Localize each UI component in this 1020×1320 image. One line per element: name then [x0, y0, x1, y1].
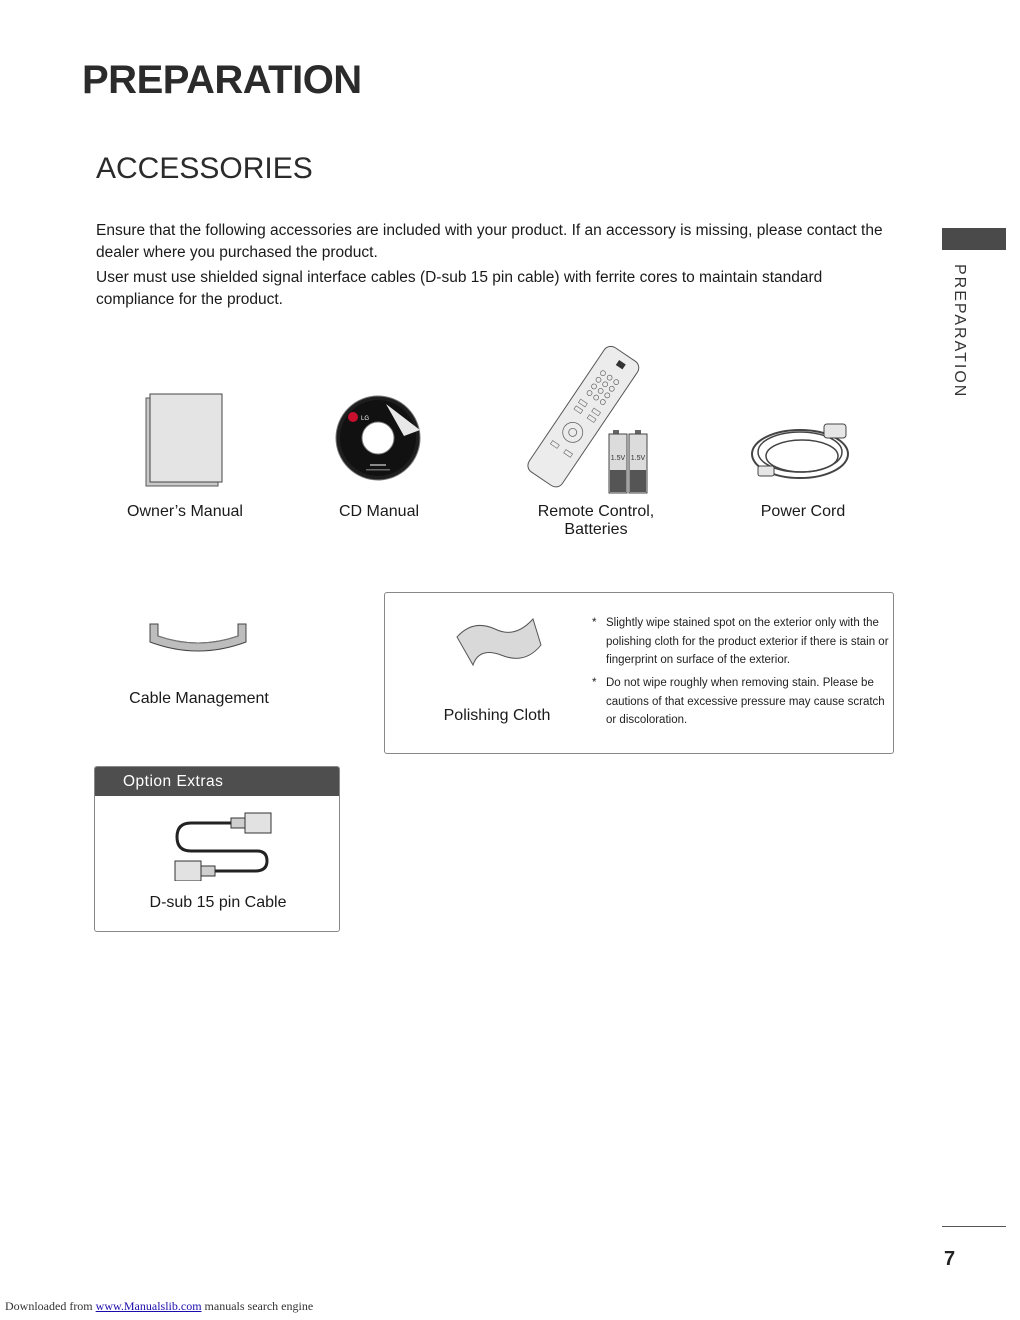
note-marker: * — [592, 677, 597, 689]
footer-prefix: Downloaded from — [5, 1299, 93, 1313]
download-footer — [5, 1299, 313, 1314]
side-section-label: PREPARATION — [951, 264, 968, 399]
cd-brand-text: LG — [361, 416, 370, 422]
polishing-note-1: * Slightly wipe stained spot on the exterior only with the polishing cloth for the product exterior if there is stain or fingerprint on surface of the exterior. — [592, 614, 898, 670]
owners-manual-illustration — [144, 392, 224, 488]
page-title: PREPARATION — [82, 58, 362, 102]
option-extras-panel — [94, 766, 340, 932]
side-tab-marker — [942, 228, 1006, 250]
remote-control-caption-line-2: Batteries — [564, 521, 628, 538]
cable-management-caption: Cable Management — [129, 690, 269, 707]
remote-control-caption — [506, 503, 686, 539]
dsub-cable-caption: D-sub 15 pin Cable — [149, 894, 287, 911]
section-title: ACCESSORIES — [96, 152, 313, 185]
remote-control-caption-line-1: Remote Control, — [537, 503, 655, 520]
remote-control-illustration — [518, 338, 650, 498]
power-cord-illustration — [748, 414, 860, 484]
option-extras-header: Option Extras — [95, 767, 339, 796]
battery-icon — [629, 430, 647, 493]
footer-rule — [942, 1226, 1006, 1227]
page-number: 7 — [944, 1248, 956, 1270]
battery-label: 1.5V — [610, 455, 626, 462]
manualslib-link[interactable]: www.Manualslib.com — [95, 1299, 202, 1313]
cd-manual-caption: CD Manual — [338, 503, 420, 520]
polishing-cloth-caption: Polishing Cloth — [443, 707, 551, 724]
polishing-cloth-panel — [384, 592, 894, 754]
polishing-note-2: * Do not wipe roughly when removing stain. Please be cautions of that excessive pressure may cause scratch or discoloration. — [592, 674, 898, 730]
footer-suffix: manuals search engine — [204, 1299, 314, 1313]
polishing-cloth-illustration — [451, 615, 543, 667]
owners-manual-caption: Owner’s Manual — [127, 503, 243, 520]
note-marker: * — [592, 617, 597, 629]
battery-icon — [609, 430, 627, 493]
dsub-cable-illustration — [173, 807, 277, 881]
cd-manual-illustration — [334, 394, 422, 482]
cable-management-illustration — [146, 620, 252, 660]
intro-paragraph-1: Ensure that the following accessories are included with your product. If an accessory is missing, please contact the dealer where you purchased the product. — [96, 222, 883, 261]
battery-label: 1.5V — [630, 455, 646, 462]
power-cord-caption: Power Cord — [760, 503, 846, 520]
intro-paragraph-2: User must use shielded signal interface cables (D-sub 15 pin cable) with ferrite cores to maintain standard compliance for the product. — [96, 269, 823, 308]
